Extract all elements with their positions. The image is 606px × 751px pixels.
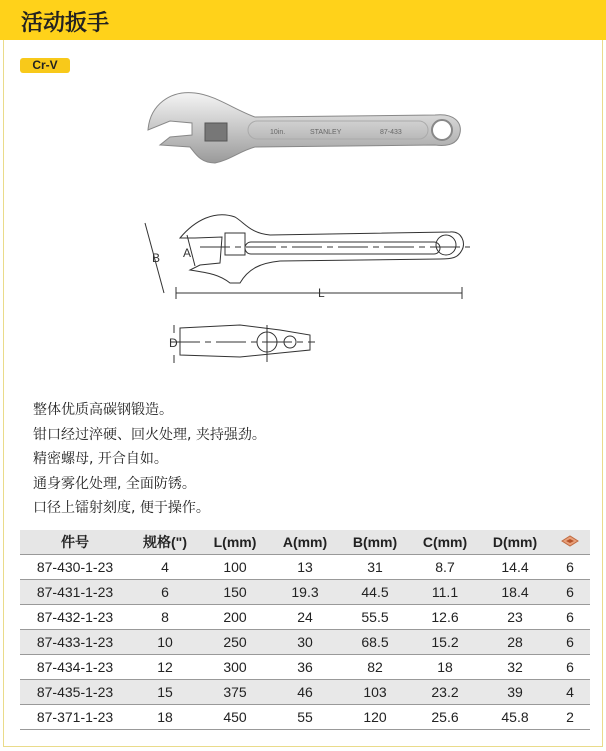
cell-l: 450 bbox=[200, 705, 270, 730]
table-row bbox=[20, 555, 590, 580]
wrench-dimension-diagram bbox=[140, 205, 480, 375]
cell-quantity: 6 bbox=[550, 630, 590, 655]
box-quantity-icon bbox=[561, 534, 579, 548]
cell-a: 24 bbox=[270, 605, 340, 630]
cell-l: 200 bbox=[200, 605, 270, 630]
header-d: D(mm) bbox=[480, 530, 550, 555]
size-marking: 10in. bbox=[270, 129, 286, 136]
cell-l: 375 bbox=[200, 680, 270, 705]
cell-l: 150 bbox=[200, 580, 270, 605]
wrench-photo bbox=[140, 85, 470, 165]
table-row bbox=[20, 680, 590, 705]
cell-part-no: 87-434-1-23 bbox=[20, 655, 130, 680]
table-row bbox=[20, 705, 590, 730]
header-b: B(mm) bbox=[340, 530, 410, 555]
cell-d: 45.8 bbox=[480, 705, 550, 730]
cell-d: 23 bbox=[480, 605, 550, 630]
cell-size: 10 bbox=[130, 630, 200, 655]
material-badge: Cr-V bbox=[20, 58, 70, 73]
dimension-a-label: A bbox=[183, 246, 192, 260]
cell-b: 68.5 bbox=[340, 630, 410, 655]
table-row bbox=[20, 605, 590, 630]
cell-b: 120 bbox=[340, 705, 410, 730]
dimension-d-label: D bbox=[169, 336, 178, 350]
title-bar bbox=[0, 0, 606, 40]
cell-b: 103 bbox=[340, 680, 410, 705]
cell-c: 18 bbox=[410, 655, 480, 680]
header-a: A(mm) bbox=[270, 530, 340, 555]
header-l: L(mm) bbox=[200, 530, 270, 555]
table-row bbox=[20, 580, 590, 605]
header-size: 规格(") bbox=[130, 530, 200, 555]
cell-a: 13 bbox=[270, 555, 340, 580]
cell-quantity: 6 bbox=[550, 605, 590, 630]
cell-a: 55 bbox=[270, 705, 340, 730]
cell-part-no: 87-431-1-23 bbox=[20, 580, 130, 605]
dimension-l-label: L bbox=[318, 286, 325, 300]
cell-d: 18.4 bbox=[480, 580, 550, 605]
cell-b: 31 bbox=[340, 555, 410, 580]
cell-size: 12 bbox=[130, 655, 200, 680]
cell-l: 300 bbox=[200, 655, 270, 680]
cell-b: 44.5 bbox=[340, 580, 410, 605]
cell-part-no: 87-430-1-23 bbox=[20, 555, 130, 580]
cell-d: 39 bbox=[480, 680, 550, 705]
cell-a: 36 bbox=[270, 655, 340, 680]
header-part-no: 件号 bbox=[20, 530, 130, 555]
cell-part-no: 87-371-1-23 bbox=[20, 705, 130, 730]
cell-size: 8 bbox=[130, 605, 200, 630]
cell-a: 19.3 bbox=[270, 580, 340, 605]
feature-item: 钳口经过淬硬、回火处理, 夹持强劲。 bbox=[33, 426, 266, 443]
cell-size: 6 bbox=[130, 580, 200, 605]
table-row bbox=[20, 655, 590, 680]
cell-d: 28 bbox=[480, 630, 550, 655]
model-marking: 87-433 bbox=[380, 129, 402, 136]
cell-part-no: 87-435-1-23 bbox=[20, 680, 130, 705]
feature-item: 精密螺母, 开合自如。 bbox=[33, 451, 168, 467]
cell-l: 250 bbox=[200, 630, 270, 655]
cell-c: 11.1 bbox=[410, 580, 480, 605]
cell-part-no: 87-433-1-23 bbox=[20, 630, 130, 655]
cell-size: 15 bbox=[130, 680, 200, 705]
table-row bbox=[20, 630, 590, 655]
header-c: C(mm) bbox=[410, 530, 480, 555]
cell-c: 12.6 bbox=[410, 605, 480, 630]
dimension-b-label: B bbox=[152, 251, 161, 265]
cell-a: 30 bbox=[270, 630, 340, 655]
cell-part-no: 87-432-1-23 bbox=[20, 605, 130, 630]
page-title: 活动扳手 bbox=[21, 11, 110, 36]
cell-quantity: 6 bbox=[550, 655, 590, 680]
cell-b: 82 bbox=[340, 655, 410, 680]
cell-c: 15.2 bbox=[410, 630, 480, 655]
feature-item: 通身雾化处理, 全面防锈。 bbox=[33, 475, 196, 492]
cell-d: 14.4 bbox=[480, 555, 550, 580]
spec-table bbox=[20, 530, 590, 730]
header-quantity bbox=[550, 530, 590, 555]
cell-d: 32 bbox=[480, 655, 550, 680]
cell-quantity: 4 bbox=[550, 680, 590, 705]
feature-item: 口径上镭射刻度, 便于操作。 bbox=[33, 500, 210, 516]
cell-size: 4 bbox=[130, 555, 200, 580]
cell-quantity: 6 bbox=[550, 580, 590, 605]
brand-marking: STANLEY bbox=[310, 129, 342, 136]
table-header-row bbox=[20, 530, 590, 555]
cell-c: 8.7 bbox=[410, 555, 480, 580]
cell-b: 55.5 bbox=[340, 605, 410, 630]
feature-item: 整体优质高碳钢锻造。 bbox=[33, 402, 173, 418]
cell-quantity: 6 bbox=[550, 555, 590, 580]
cell-a: 46 bbox=[270, 680, 340, 705]
cell-l: 100 bbox=[200, 555, 270, 580]
cell-size: 18 bbox=[130, 705, 200, 730]
cell-quantity: 2 bbox=[550, 705, 590, 730]
cell-c: 23.2 bbox=[410, 680, 480, 705]
cell-c: 25.6 bbox=[410, 705, 480, 730]
feature-list bbox=[33, 400, 266, 523]
